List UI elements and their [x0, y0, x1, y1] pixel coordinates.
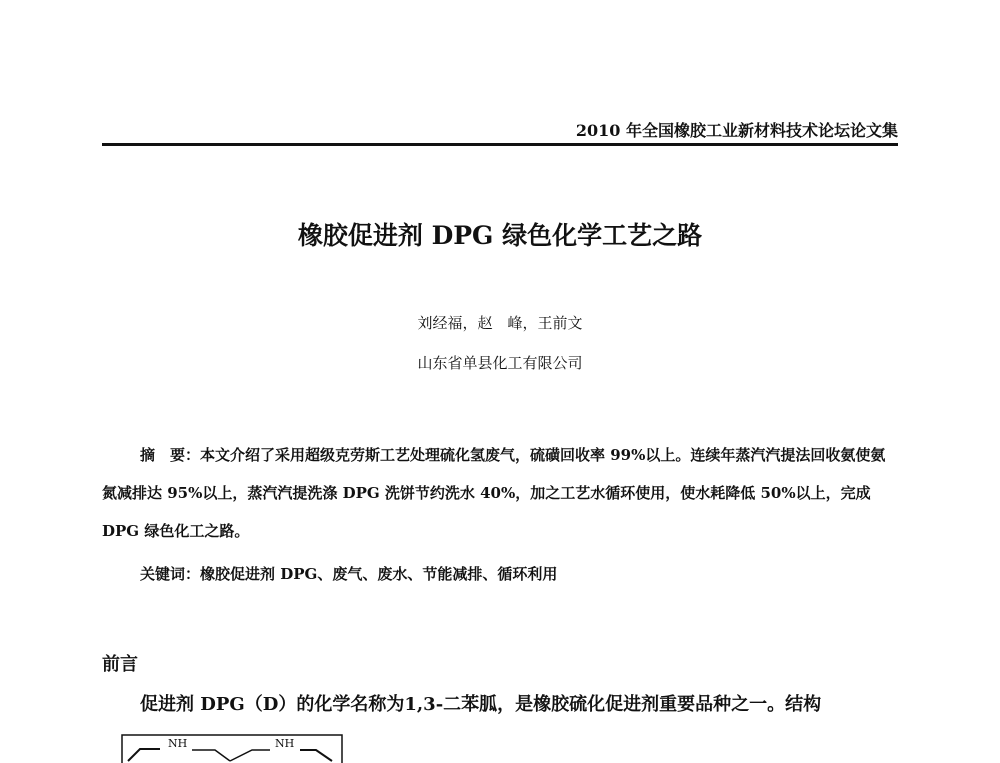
abstract-paragraph: [102, 436, 898, 550]
keywords-label: 关键词：: [140, 565, 201, 583]
keywords-text: 橡胶促进剂 DPG、废气、废水、节能减排、循环利用: [200, 565, 558, 583]
intro-paragraph: 促进剂 DPG（D）的化学名称为1,3-二苯胍，是橡胶硫化促进剂重要品种之一。结构: [140, 694, 822, 715]
abstract-label: 摘 要：: [140, 446, 201, 464]
right-bond: [230, 750, 270, 761]
section-heading-preface: 前言: [102, 654, 138, 675]
nh-label-right: NH: [275, 737, 295, 750]
left-ring-bond: [128, 749, 160, 761]
center-bond: [192, 750, 230, 761]
right-ring-bond: [300, 750, 332, 761]
header-divider: [102, 143, 898, 146]
journal-header-title: 2010 年全国橡胶工业新材料技术论坛论文集: [575, 121, 898, 140]
paper-authors: 刘经福，赵 峰，王前文: [417, 314, 583, 332]
nh-label-left: NH: [168, 737, 188, 750]
paper-title: 橡胶促进剂 DPG 绿色化学工艺之路: [297, 221, 703, 250]
chemical-structure-figure: [120, 733, 350, 763]
abstract-text: 本文介绍了采用超级克劳斯工艺处理硫化氢废气，硫磺回收率 99%以上。连续年蒸汽汽提法回收氨使氨氮减排达 95%以上，蒸汽汽提洗涤 DPG 洗饼节约洗水 40%，加之工艺水循环使用，使水耗降低 50%以上，完成 DPG 绿色化工之路。: [102, 446, 886, 540]
paper-affiliation: 山东省单县化工有限公司: [417, 354, 583, 372]
keywords-line: [140, 563, 557, 584]
